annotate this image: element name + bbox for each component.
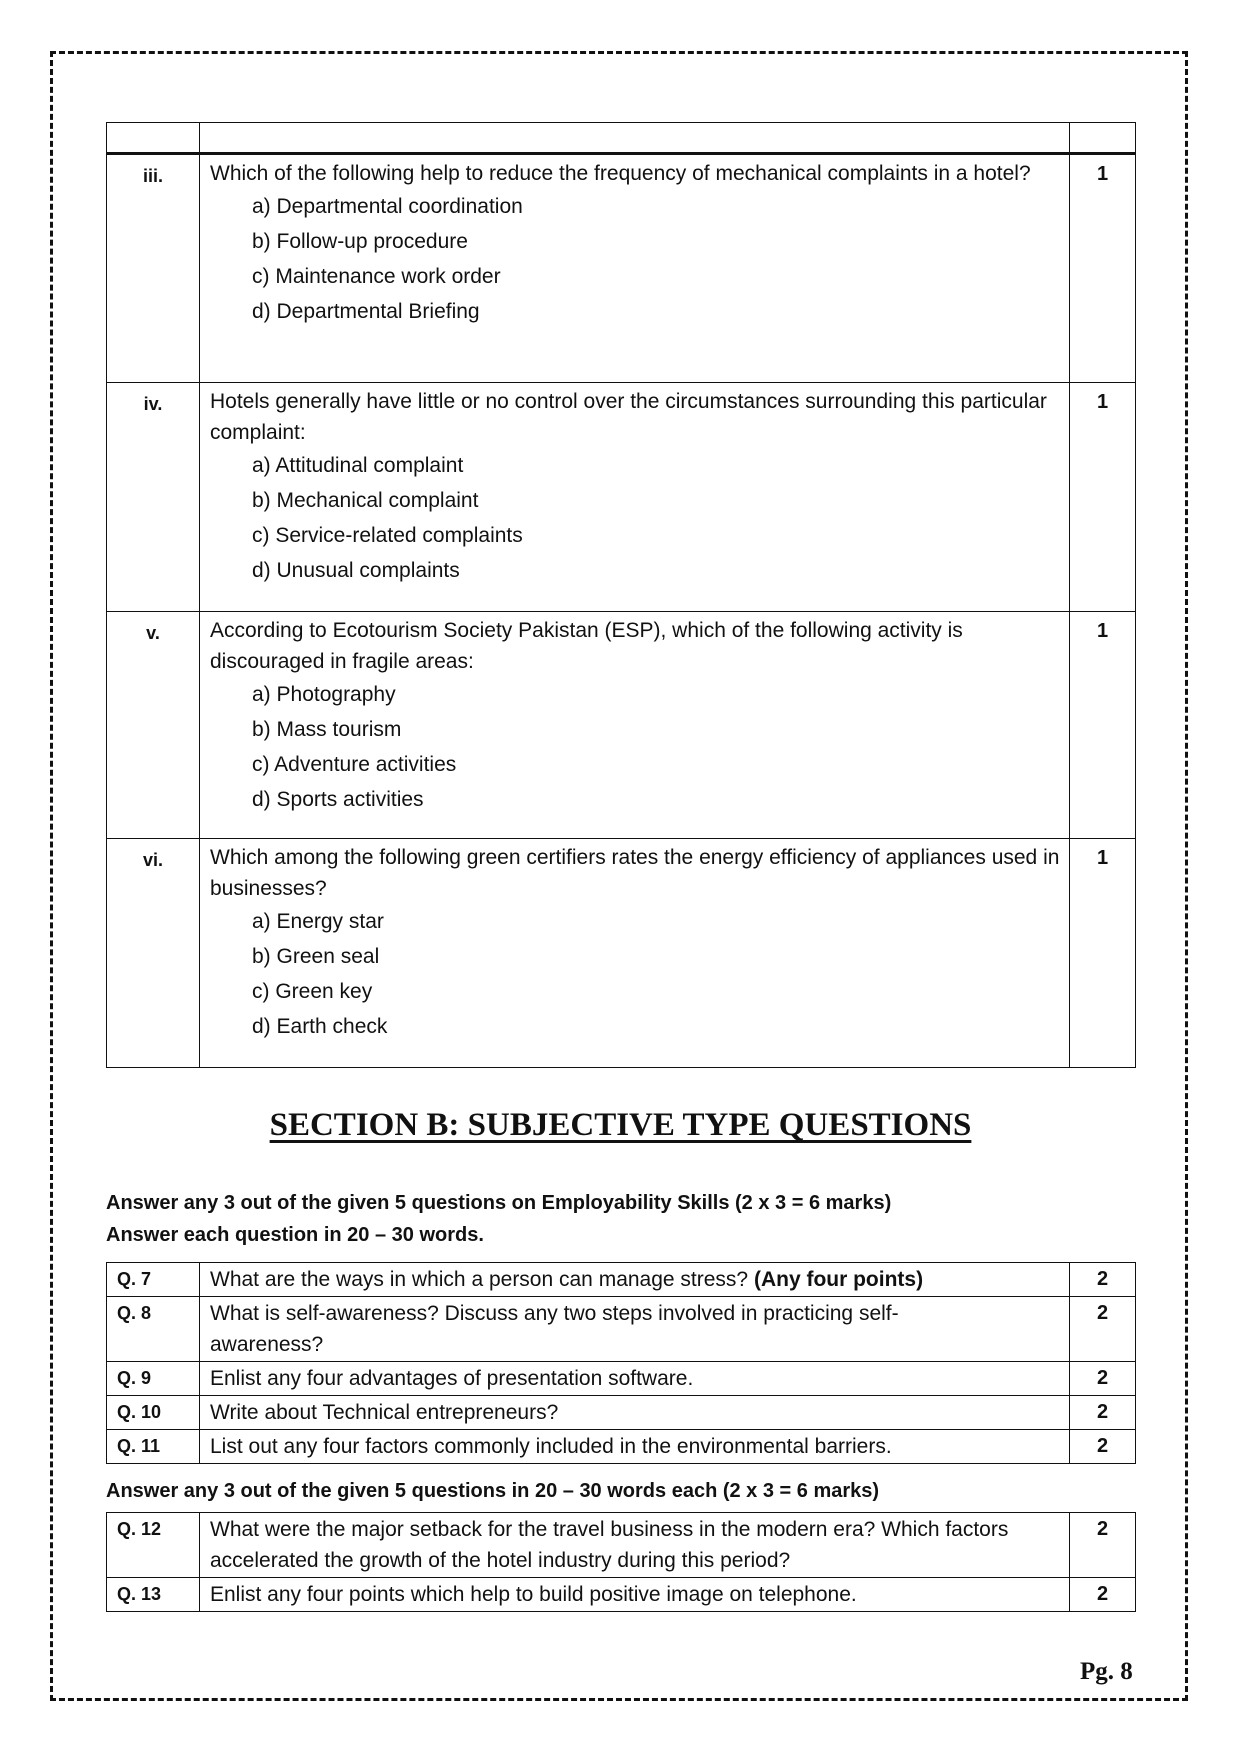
option-a: a) Attitudinal complaint xyxy=(252,454,464,477)
question-cell xyxy=(200,383,1070,612)
word-limit-instruction: Answer each question in 20 – 30 words. xyxy=(106,1224,484,1246)
option-a: a) Departmental coordination xyxy=(252,195,523,218)
question-text: Enlist any four points which help to build positive image on telephone. xyxy=(200,1578,1070,1612)
question-row-q9 xyxy=(107,1362,1136,1396)
question-text: Which of the following help to reduce the frequency of mechanical complaints in a hotel? xyxy=(210,162,1031,185)
question-number: Q. 8 xyxy=(107,1297,200,1362)
question-cell xyxy=(200,154,1070,383)
question-row-q8 xyxy=(107,1297,1136,1362)
question-row-q13 xyxy=(107,1578,1136,1612)
question-text: Which among the following green certifiers rates the energy efficiency of appliances used in businesses? xyxy=(210,846,1060,900)
question-row-vi xyxy=(107,839,1136,1068)
question-row-v xyxy=(107,612,1136,839)
option-c: c) Maintenance work order xyxy=(252,265,501,288)
question-text: Write about Technical entrepreneurs? xyxy=(200,1396,1070,1430)
question-number: Q. 10 xyxy=(107,1396,200,1430)
option-d: d) Departmental Briefing xyxy=(252,300,480,323)
question-number: Q. 12 xyxy=(107,1513,200,1578)
option-a: a) Energy star xyxy=(252,910,384,933)
question-row-q12 xyxy=(107,1513,1136,1578)
question-marks: 2 xyxy=(1070,1297,1136,1362)
option-d: d) Earth check xyxy=(252,1015,388,1038)
employability-questions-table xyxy=(106,1262,1136,1464)
question-number: Q. 9 xyxy=(107,1362,200,1396)
question-number: Q. 13 xyxy=(107,1578,200,1612)
question-text: What were the major setback for the travel business in the modern era? Which factors accelerated the growth of the hotel industry during this period? xyxy=(200,1513,1070,1578)
question-text: List out any four factors commonly included in the environmental barriers. xyxy=(200,1430,1070,1464)
subject-instruction: Answer any 3 out of the given 5 questions in 20 – 30 words each (2 x 3 = 6 marks) xyxy=(106,1480,880,1502)
question-note: (Any four points) xyxy=(753,1268,924,1291)
question-text: According to Ecotourism Society Pakistan (ESP), which of the following activity is discouraged in fragile areas: xyxy=(210,619,963,673)
option-d: d) Unusual complaints xyxy=(252,559,460,582)
question-cell xyxy=(200,1263,1070,1297)
option-c: c) Adventure activities xyxy=(252,753,457,776)
question-number: Q. 11 xyxy=(107,1430,200,1464)
option-d: d) Sports activities xyxy=(252,788,424,811)
question-row-q11 xyxy=(107,1430,1136,1464)
question-cell xyxy=(200,839,1070,1068)
question-row-q7 xyxy=(107,1263,1136,1297)
option-c: c) Green key xyxy=(252,980,373,1003)
option-b: b) Follow-up procedure xyxy=(252,230,468,253)
question-marks: 1 xyxy=(1070,383,1136,612)
question-marks: 2 xyxy=(1070,1396,1136,1430)
question-row-iv xyxy=(107,383,1136,612)
option-c: c) Service-related complaints xyxy=(252,524,523,547)
header-cell-question xyxy=(200,123,1070,154)
question-text: What is self-awareness? Discuss any two steps involved in practicing self-awareness? xyxy=(200,1297,1070,1362)
question-text: Hotels generally have little or no control over the circumstances surrounding this particular complaint: xyxy=(210,390,1047,444)
mcq-table xyxy=(106,122,1136,1068)
question-marks: 2 xyxy=(1070,1578,1136,1612)
option-b: b) Mass tourism xyxy=(252,718,402,741)
section-b-title: SECTION B: SUBJECTIVE TYPE QUESTIONS xyxy=(269,1107,972,1143)
question-marks: 2 xyxy=(1070,1513,1136,1578)
question-text: What are the ways in which a person can manage stress? xyxy=(210,1268,754,1291)
question-row-q10 xyxy=(107,1396,1136,1430)
header-cell-marks xyxy=(1070,123,1136,154)
question-number: v. xyxy=(107,612,200,839)
option-b: b) Green seal xyxy=(252,945,380,968)
table-header-row xyxy=(107,123,1136,154)
question-number: iii. xyxy=(107,154,200,383)
question-text: Enlist any four advantages of presentation software. xyxy=(200,1362,1070,1396)
question-marks: 2 xyxy=(1070,1263,1136,1297)
page-number: Pg. 8 xyxy=(1080,1658,1133,1685)
question-marks: 2 xyxy=(1070,1430,1136,1464)
option-b: b) Mechanical complaint xyxy=(252,489,479,512)
question-marks: 1 xyxy=(1070,612,1136,839)
question-cell xyxy=(200,612,1070,839)
question-row-iii xyxy=(107,154,1136,383)
question-number: iv. xyxy=(107,383,200,612)
question-marks: 1 xyxy=(1070,839,1136,1068)
question-marks: 2 xyxy=(1070,1362,1136,1396)
employability-instruction: Answer any 3 out of the given 5 questions on Employability Skills (2 x 3 = 6 marks) xyxy=(106,1192,892,1214)
header-cell-num xyxy=(107,123,200,154)
subject-questions-table xyxy=(106,1512,1136,1612)
question-number: vi. xyxy=(107,839,200,1068)
question-number: Q. 7 xyxy=(107,1263,200,1297)
question-marks: 1 xyxy=(1070,154,1136,383)
option-a: a) Photography xyxy=(252,683,396,706)
